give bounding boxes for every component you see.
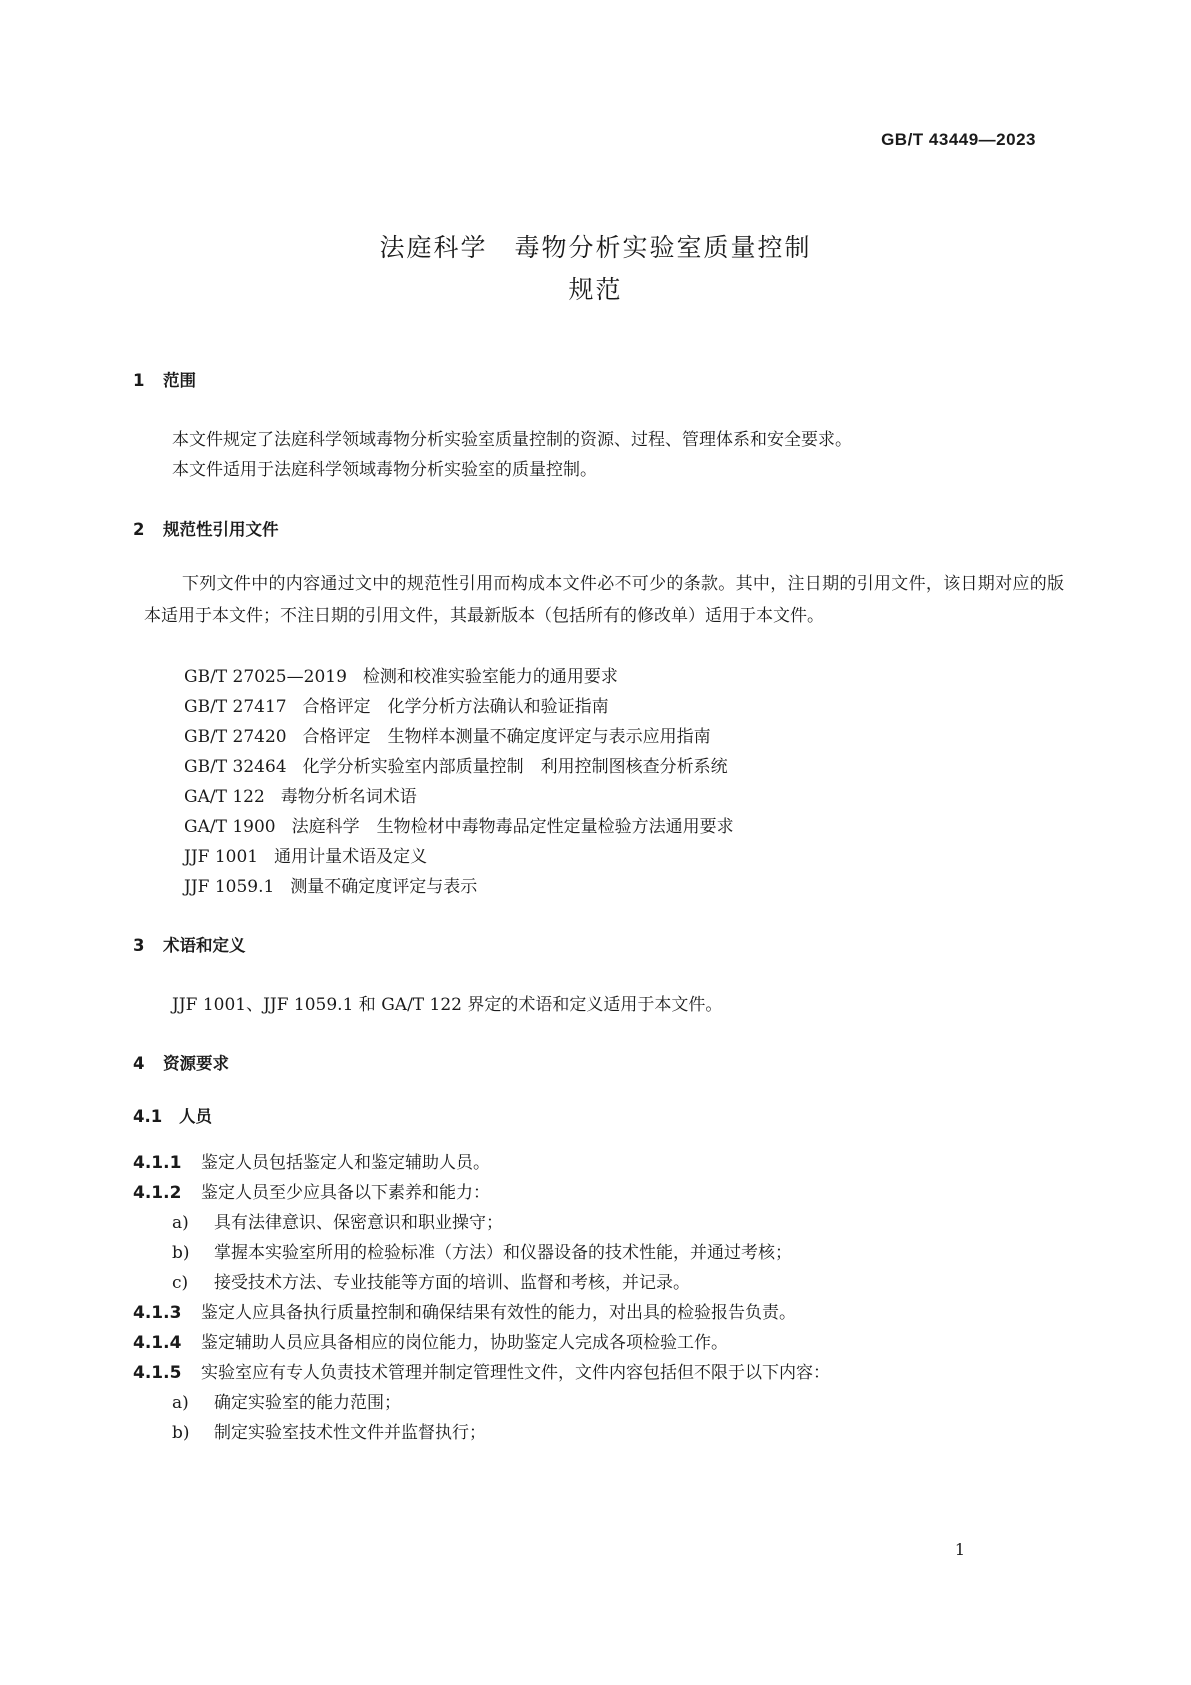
clause-text: 实验室应有专人负责技术管理并制定管理性文件，文件内容包括但不限于以下内容： bbox=[201, 1363, 830, 1383]
clause-number: 4.1.1 bbox=[133, 1153, 182, 1173]
section-title: 术语和定义 bbox=[163, 936, 246, 955]
reference-code: GA/T 122 bbox=[184, 787, 265, 807]
reference-item bbox=[184, 722, 711, 747]
list-marker: c) bbox=[172, 1273, 189, 1293]
reference-item bbox=[184, 662, 618, 687]
clause-4-1-4 bbox=[133, 1328, 728, 1353]
reference-code: JJF 1059.1 bbox=[184, 877, 275, 897]
section-title: 规范性引用文件 bbox=[163, 520, 279, 539]
reference-code: GB/T 27417 bbox=[184, 697, 287, 717]
clause-4-1-5 bbox=[133, 1358, 830, 1383]
reference-code: JJF 1001 bbox=[184, 847, 259, 867]
list-marker: b) bbox=[172, 1243, 190, 1263]
reference-item bbox=[184, 692, 609, 717]
reference-title: 毒物分析名词术语 bbox=[280, 787, 417, 807]
section-1-paragraph-1: 本文件规定了法庭科学领域毒物分析实验室质量控制的资源、过程、管理体系和安全要求。 bbox=[172, 430, 852, 450]
section-1-paragraph-2: 本文件适用于法庭科学领域毒物分析实验室的质量控制。 bbox=[172, 460, 597, 480]
list-item bbox=[172, 1388, 401, 1413]
list-item bbox=[172, 1418, 486, 1443]
reference-code: GB/T 27025—2019 bbox=[184, 667, 347, 687]
list-text: 制定实验室技术性文件并监督执行； bbox=[214, 1423, 486, 1443]
reference-title: 通用计量术语及定义 bbox=[274, 847, 428, 867]
list-item bbox=[172, 1208, 503, 1233]
page-number: 1 bbox=[954, 1540, 965, 1559]
section-title: 资源要求 bbox=[163, 1054, 229, 1073]
subsection-number: 4.1 bbox=[133, 1107, 163, 1126]
section-2-heading bbox=[133, 516, 279, 540]
list-marker: a) bbox=[172, 1393, 189, 1413]
reference-item bbox=[184, 782, 417, 807]
clause-number: 4.1.5 bbox=[133, 1363, 182, 1383]
list-text: 具有法律意识、保密意识和职业操守； bbox=[214, 1213, 503, 1233]
document-title-line1: 法庭科学 毒物分析实验室质量控制 bbox=[379, 233, 812, 262]
reference-code: GB/T 32464 bbox=[184, 757, 287, 777]
clause-4-1-2 bbox=[133, 1178, 490, 1203]
reference-code: GB/T 27420 bbox=[184, 727, 287, 747]
section-number: 2 bbox=[133, 520, 145, 539]
reference-title: 法庭科学 生物检材中毒物毒品定性定量检验方法通用要求 bbox=[291, 817, 734, 837]
list-item bbox=[172, 1268, 690, 1293]
reference-title: 化学分析实验室内部质量控制 利用控制图核查分析系统 bbox=[302, 757, 728, 777]
list-text: 掌握本实验室所用的检验标准（方法）和仪器设备的技术性能，并通过考核； bbox=[214, 1243, 792, 1263]
subsection-4-1-heading bbox=[133, 1103, 212, 1127]
section-title: 范围 bbox=[163, 371, 196, 390]
section-3-paragraph: JJF 1001、JJF 1059.1 和 GA/T 122 界定的术语和定义适用于本文件。 bbox=[172, 995, 723, 1015]
clause-number: 4.1.2 bbox=[133, 1183, 182, 1203]
clause-text: 鉴定人员至少应具备以下素养和能力： bbox=[201, 1183, 490, 1203]
reference-item bbox=[184, 872, 477, 897]
list-marker: a) bbox=[172, 1213, 189, 1233]
clause-4-1-3 bbox=[133, 1298, 796, 1323]
section-4-heading bbox=[133, 1050, 229, 1074]
section-number: 4 bbox=[133, 1054, 145, 1073]
clause-text: 鉴定辅助人员应具备相应的岗位能力，协助鉴定人完成各项检验工作。 bbox=[201, 1333, 728, 1353]
subsection-title: 人员 bbox=[179, 1107, 212, 1126]
reference-item bbox=[184, 752, 728, 777]
clause-text: 鉴定人应具备执行质量控制和确保结果有效性的能力，对出具的检验报告负责。 bbox=[201, 1303, 796, 1323]
section-number: 1 bbox=[133, 371, 145, 390]
section-number: 3 bbox=[133, 936, 145, 955]
reference-title: 检测和校准实验室能力的通用要求 bbox=[362, 667, 618, 687]
reference-code: GA/T 1900 bbox=[184, 817, 276, 837]
section-1-heading bbox=[133, 367, 196, 391]
clause-number: 4.1.3 bbox=[133, 1303, 182, 1323]
reference-item bbox=[184, 812, 734, 837]
reference-title: 合格评定 生物样本测量不确定度评定与表示应用指南 bbox=[302, 727, 711, 747]
clause-number: 4.1.4 bbox=[133, 1333, 182, 1353]
standard-number: GB/T 43449—2023 bbox=[881, 130, 1036, 149]
list-item bbox=[172, 1238, 792, 1263]
reference-title: 合格评定 化学分析方法确认和验证指南 bbox=[302, 697, 609, 717]
clause-4-1-1 bbox=[133, 1148, 490, 1173]
reference-item bbox=[184, 842, 427, 867]
list-text: 接受技术方法、专业技能等方面的培训、监督和考核，并记录。 bbox=[214, 1273, 690, 1293]
clause-text: 鉴定人员包括鉴定人和鉴定辅助人员。 bbox=[201, 1153, 490, 1173]
section-3-heading bbox=[133, 932, 246, 956]
list-marker: b) bbox=[172, 1423, 190, 1443]
list-text: 确定实验室的能力范围； bbox=[214, 1393, 401, 1413]
document-title-line2: 规范 bbox=[568, 275, 623, 304]
section-2-intro: 下列文件中的内容通过文中的规范性引用而构成本文件必不可少的条款。其中，注日期的引用文件，该日期对应的版本适用于本文件；不注日期的引用文件，其最新版本（包括所有的修改单）适用于本文件。 bbox=[144, 574, 1064, 626]
reference-title: 测量不确定度评定与表示 bbox=[290, 877, 478, 897]
